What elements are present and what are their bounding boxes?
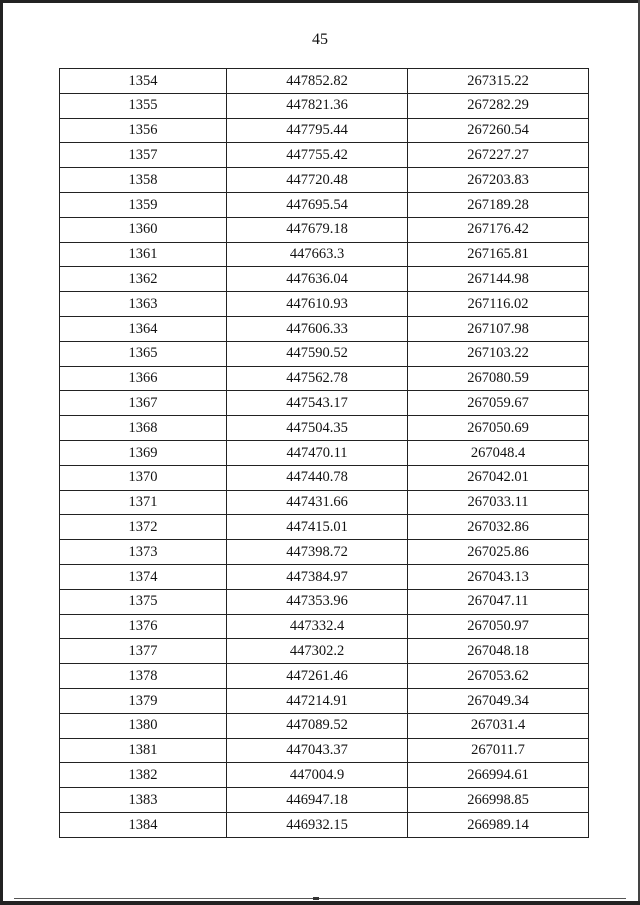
table-row <box>60 118 589 143</box>
table-row <box>60 366 589 391</box>
x-coordinate-cell: 447043.37 <box>227 738 408 763</box>
x-coordinate-cell: 447795.44 <box>227 118 408 143</box>
point-number-cell: 1378 <box>60 664 227 689</box>
y-coordinate-cell: 267053.62 <box>408 664 589 689</box>
table-row <box>60 168 589 193</box>
point-number-cell: 1358 <box>60 168 227 193</box>
y-coordinate-cell: 267260.54 <box>408 118 589 143</box>
x-coordinate-cell: 447636.04 <box>227 267 408 292</box>
x-coordinate-cell: 447431.66 <box>227 490 408 515</box>
x-coordinate-cell: 447852.82 <box>227 69 408 94</box>
y-coordinate-cell: 267031.4 <box>408 713 589 738</box>
y-coordinate-cell: 267050.69 <box>408 416 589 441</box>
x-coordinate-cell: 447610.93 <box>227 292 408 317</box>
table-row <box>60 292 589 317</box>
table-row <box>60 69 589 94</box>
y-coordinate-cell: 267176.42 <box>408 217 589 242</box>
point-number-cell: 1361 <box>60 242 227 267</box>
y-coordinate-cell: 267043.13 <box>408 564 589 589</box>
scan-border-bottom <box>0 901 640 905</box>
table-row <box>60 639 589 664</box>
y-coordinate-cell: 267103.22 <box>408 341 589 366</box>
table-row <box>60 688 589 713</box>
point-number-cell: 1375 <box>60 589 227 614</box>
x-coordinate-cell: 447504.35 <box>227 416 408 441</box>
point-number-cell: 1370 <box>60 465 227 490</box>
point-number-cell: 1360 <box>60 217 227 242</box>
point-number-cell: 1376 <box>60 614 227 639</box>
y-coordinate-cell: 267042.01 <box>408 465 589 490</box>
coordinates-table <box>59 68 589 838</box>
point-number-cell: 1367 <box>60 391 227 416</box>
y-coordinate-cell: 267116.02 <box>408 292 589 317</box>
table-row <box>60 242 589 267</box>
x-coordinate-cell: 447720.48 <box>227 168 408 193</box>
x-coordinate-cell: 447679.18 <box>227 217 408 242</box>
x-coordinate-cell: 447214.91 <box>227 688 408 713</box>
y-coordinate-cell: 267189.28 <box>408 192 589 217</box>
y-coordinate-cell: 267011.7 <box>408 738 589 763</box>
table-row <box>60 738 589 763</box>
x-coordinate-cell: 447353.96 <box>227 589 408 614</box>
point-number-cell: 1383 <box>60 788 227 813</box>
point-number-cell: 1362 <box>60 267 227 292</box>
point-number-cell: 1377 <box>60 639 227 664</box>
bottom-rule <box>14 898 626 899</box>
point-number-cell: 1371 <box>60 490 227 515</box>
point-number-cell: 1384 <box>60 812 227 837</box>
table-row <box>60 614 589 639</box>
table-row <box>60 713 589 738</box>
y-coordinate-cell: 266989.14 <box>408 812 589 837</box>
x-coordinate-cell: 447004.9 <box>227 763 408 788</box>
table-row <box>60 465 589 490</box>
table-row <box>60 515 589 540</box>
y-coordinate-cell: 267107.98 <box>408 316 589 341</box>
x-coordinate-cell: 447821.36 <box>227 93 408 118</box>
table-row <box>60 391 589 416</box>
x-coordinate-cell: 447695.54 <box>227 192 408 217</box>
table-row <box>60 664 589 689</box>
scan-border-left <box>0 0 3 905</box>
point-number-cell: 1365 <box>60 341 227 366</box>
point-number-cell: 1354 <box>60 69 227 94</box>
table-row <box>60 416 589 441</box>
y-coordinate-cell: 267033.11 <box>408 490 589 515</box>
bottom-mark <box>313 897 319 900</box>
table-row <box>60 440 589 465</box>
table-row <box>60 192 589 217</box>
x-coordinate-cell: 447562.78 <box>227 366 408 391</box>
point-number-cell: 1372 <box>60 515 227 540</box>
point-number-cell: 1368 <box>60 416 227 441</box>
point-number-cell: 1382 <box>60 763 227 788</box>
point-number-cell: 1373 <box>60 540 227 565</box>
table-row <box>60 788 589 813</box>
table-row <box>60 267 589 292</box>
table-row <box>60 812 589 837</box>
point-number-cell: 1357 <box>60 143 227 168</box>
y-coordinate-cell: 267049.34 <box>408 688 589 713</box>
table-row <box>60 763 589 788</box>
x-coordinate-cell: 447384.97 <box>227 564 408 589</box>
table-row <box>60 316 589 341</box>
point-number-cell: 1356 <box>60 118 227 143</box>
x-coordinate-cell: 447590.52 <box>227 341 408 366</box>
y-coordinate-cell: 267282.29 <box>408 93 589 118</box>
point-number-cell: 1366 <box>60 366 227 391</box>
y-coordinate-cell: 267047.11 <box>408 589 589 614</box>
point-number-cell: 1363 <box>60 292 227 317</box>
y-coordinate-cell: 267025.86 <box>408 540 589 565</box>
x-coordinate-cell: 447470.11 <box>227 440 408 465</box>
scan-border-top <box>0 0 640 3</box>
y-coordinate-cell: 267227.27 <box>408 143 589 168</box>
table-row <box>60 93 589 118</box>
x-coordinate-cell: 446947.18 <box>227 788 408 813</box>
point-number-cell: 1374 <box>60 564 227 589</box>
y-coordinate-cell: 267080.59 <box>408 366 589 391</box>
point-number-cell: 1380 <box>60 713 227 738</box>
x-coordinate-cell: 447440.78 <box>227 465 408 490</box>
y-coordinate-cell: 267203.83 <box>408 168 589 193</box>
table-row <box>60 540 589 565</box>
x-coordinate-cell: 446932.15 <box>227 812 408 837</box>
y-coordinate-cell: 267144.98 <box>408 267 589 292</box>
point-number-cell: 1364 <box>60 316 227 341</box>
x-coordinate-cell: 447543.17 <box>227 391 408 416</box>
y-coordinate-cell: 267048.18 <box>408 639 589 664</box>
table-row <box>60 217 589 242</box>
point-number-cell: 1369 <box>60 440 227 465</box>
x-coordinate-cell: 447261.46 <box>227 664 408 689</box>
y-coordinate-cell: 267050.97 <box>408 614 589 639</box>
x-coordinate-cell: 447332.4 <box>227 614 408 639</box>
x-coordinate-cell: 447302.2 <box>227 639 408 664</box>
table-row <box>60 143 589 168</box>
point-number-cell: 1359 <box>60 192 227 217</box>
y-coordinate-cell: 266994.61 <box>408 763 589 788</box>
y-coordinate-cell: 267032.86 <box>408 515 589 540</box>
point-number-cell: 1355 <box>60 93 227 118</box>
table-row <box>60 341 589 366</box>
x-coordinate-cell: 447755.42 <box>227 143 408 168</box>
x-coordinate-cell: 447089.52 <box>227 713 408 738</box>
x-coordinate-cell: 447663.3 <box>227 242 408 267</box>
table-row <box>60 490 589 515</box>
y-coordinate-cell: 267165.81 <box>408 242 589 267</box>
y-coordinate-cell: 267059.67 <box>408 391 589 416</box>
point-number-cell: 1379 <box>60 688 227 713</box>
x-coordinate-cell: 447606.33 <box>227 316 408 341</box>
y-coordinate-cell: 267048.4 <box>408 440 589 465</box>
table-row <box>60 564 589 589</box>
y-coordinate-cell: 266998.85 <box>408 788 589 813</box>
x-coordinate-cell: 447398.72 <box>227 540 408 565</box>
page-number: 45 <box>312 31 328 48</box>
coordinates-table-body <box>60 69 589 838</box>
point-number-cell: 1381 <box>60 738 227 763</box>
table-row <box>60 589 589 614</box>
y-coordinate-cell: 267315.22 <box>408 69 589 94</box>
x-coordinate-cell: 447415.01 <box>227 515 408 540</box>
